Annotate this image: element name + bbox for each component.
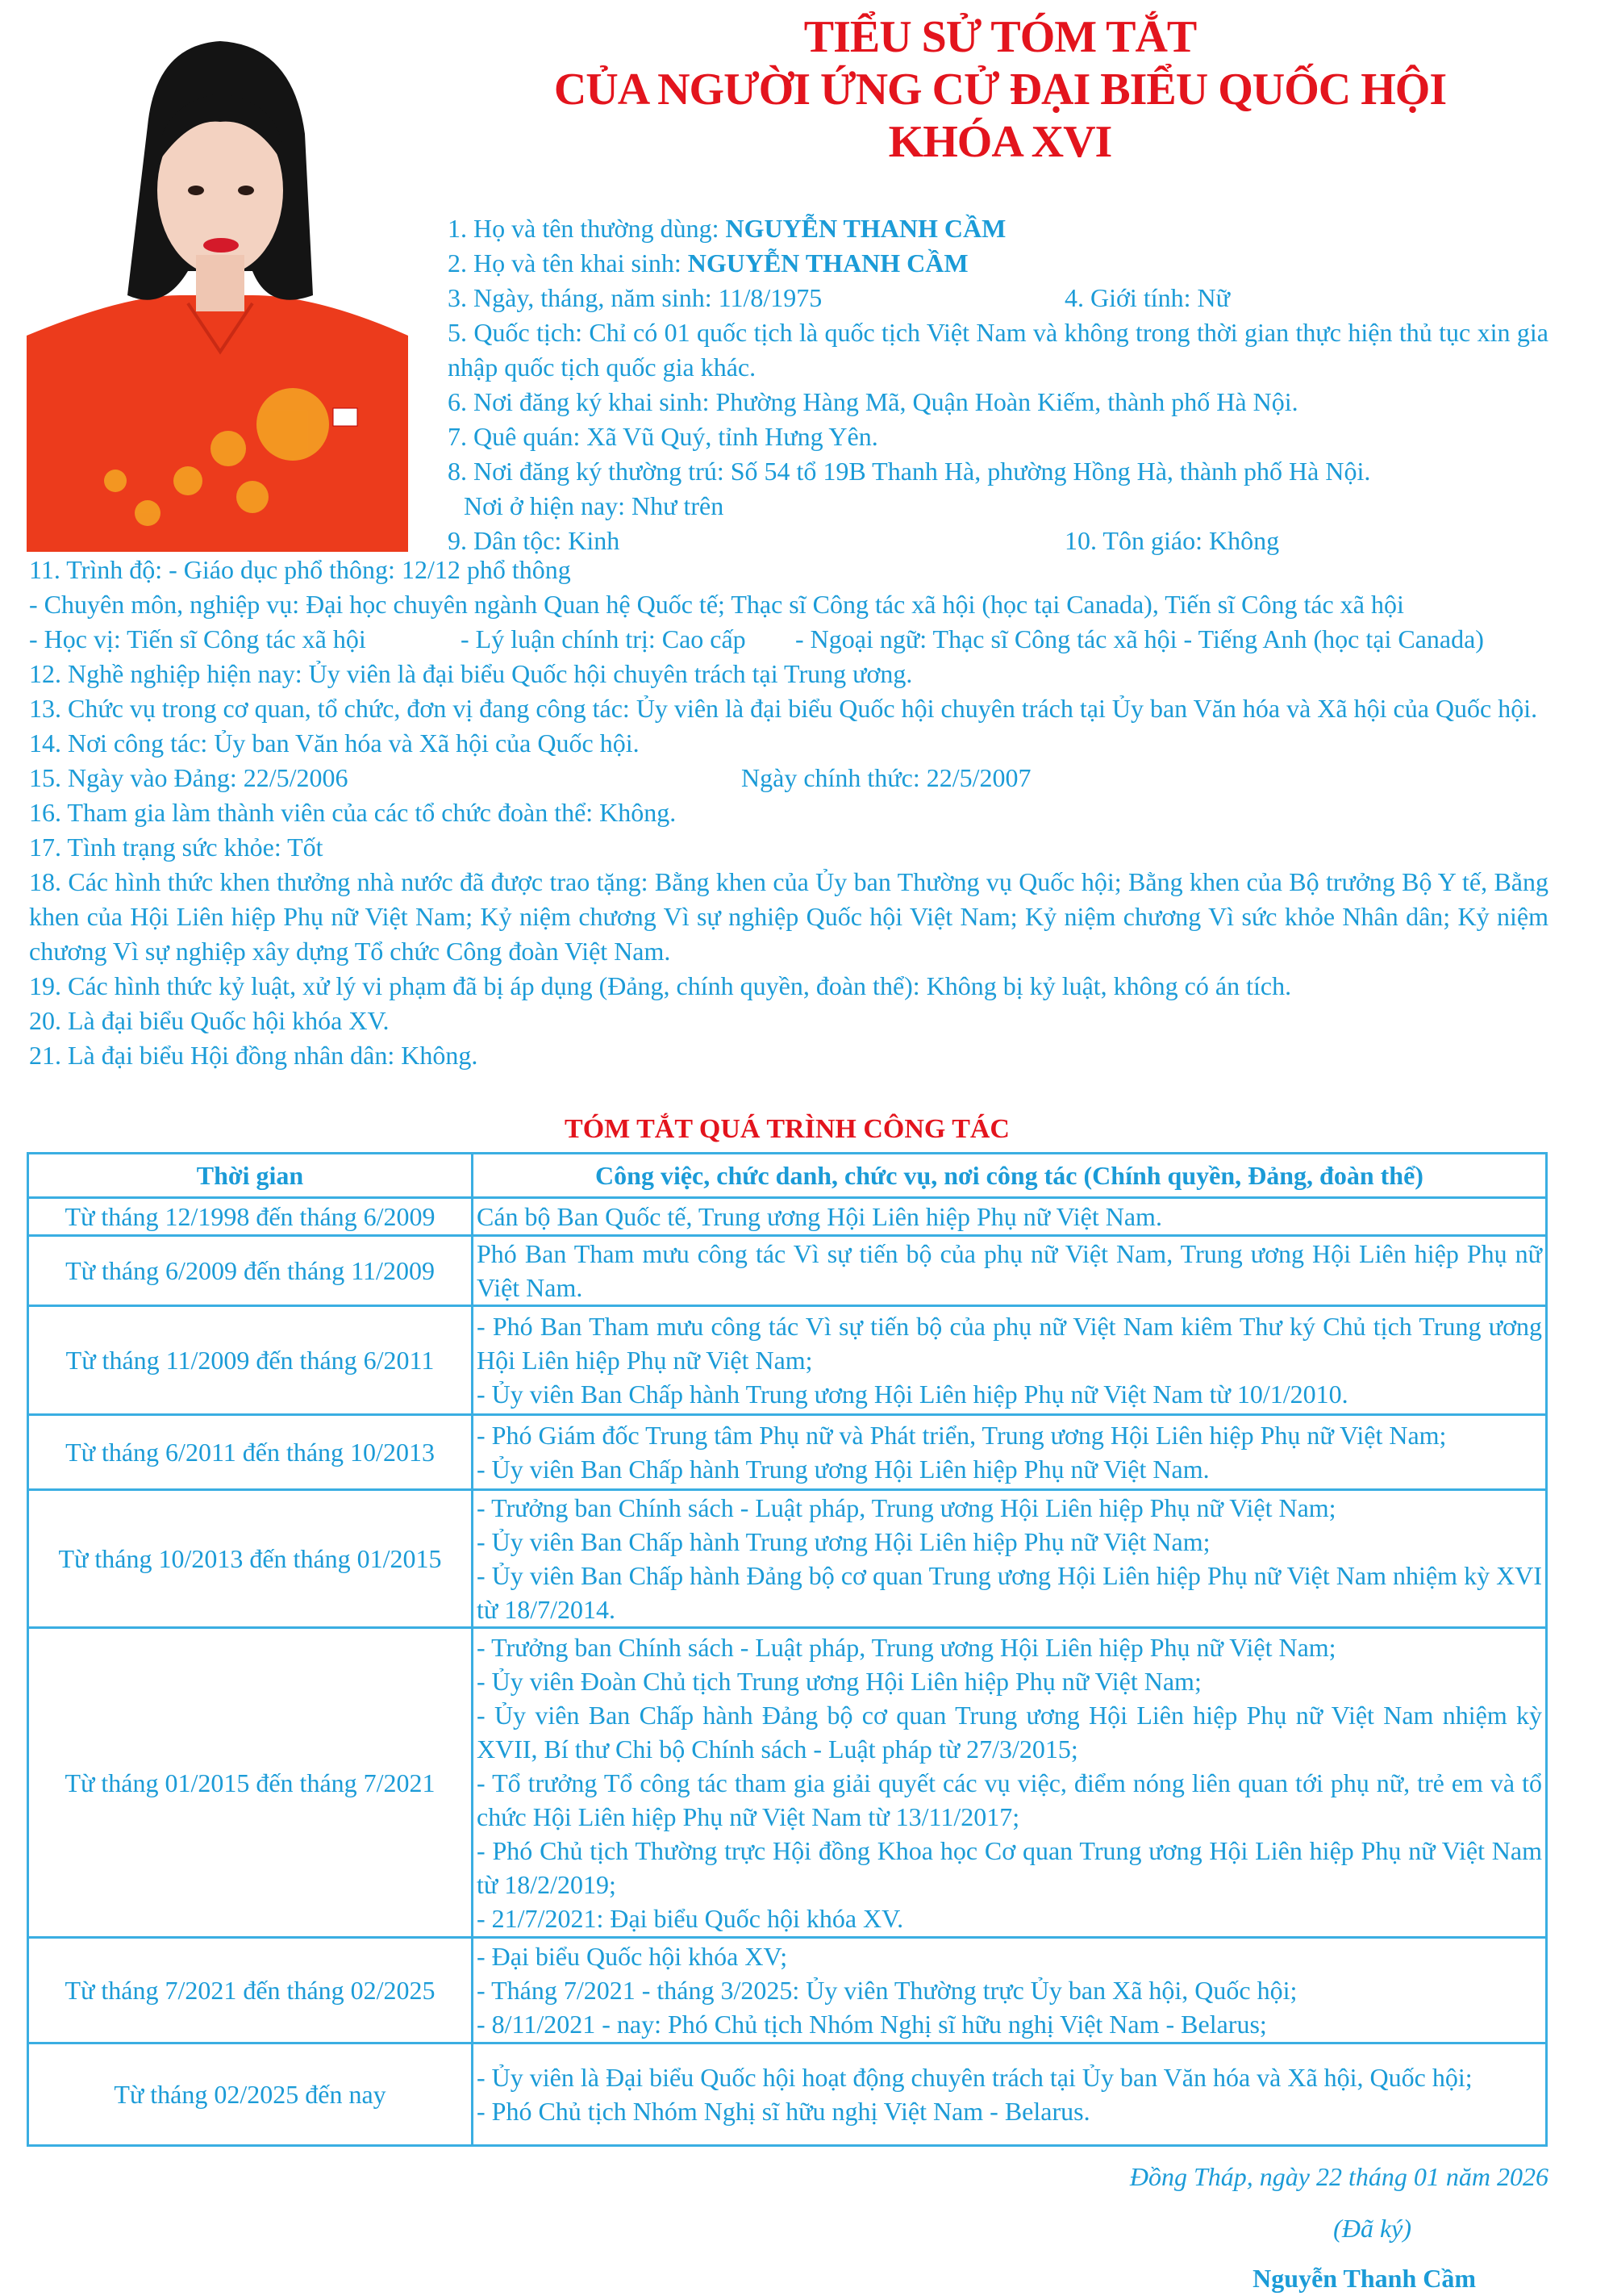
table-row bbox=[28, 2043, 1547, 2146]
row-work bbox=[473, 1415, 1547, 1490]
work-entry: - Ủy viên là Đại biểu Quốc hội hoạt động chuyên trách tại Ủy ban Văn hóa và Xã hội, Quốc hội; bbox=[477, 2063, 1473, 2092]
row-work bbox=[473, 1236, 1547, 1306]
personal-info-bottom bbox=[29, 553, 1548, 1073]
info-item-3-4 bbox=[448, 281, 1548, 315]
title-line-3: KHÓA XVI bbox=[888, 117, 1112, 167]
religion: 10. Tôn giáo: Không bbox=[1065, 526, 1280, 555]
row-work bbox=[473, 1628, 1547, 1938]
row-time: Từ tháng 12/1998 đến tháng 6/2009 bbox=[28, 1198, 473, 1236]
table-row bbox=[28, 1938, 1547, 2043]
work-entry: - Trưởng ban Chính sách - Luật pháp, Trung ương Hội Liên hiệp Phụ nữ Việt Nam; bbox=[477, 1493, 1336, 1522]
row-time: Từ tháng 11/2009 đến tháng 6/2011 bbox=[28, 1306, 473, 1415]
birth-date: 3. Ngày, tháng, năm sinh: 11/8/1975 bbox=[448, 283, 823, 312]
title-line-2: CỦA NGƯỜI ỨNG CỬ ĐẠI BIỂU QUỐC HỘI bbox=[553, 65, 1447, 115]
birth-name: NGUYỄN THANH CẦM bbox=[687, 248, 969, 278]
work-entry: - Đại biểu Quốc hội khóa XV; bbox=[477, 1942, 788, 1971]
work-entry: Phó Ban Tham mưu công tác Vì sự tiến bộ của phụ nữ Việt Nam, Trung ương Hội Liên hiệp Phụ nữ Việt Nam. bbox=[477, 1239, 1542, 1302]
table-row bbox=[28, 1236, 1547, 1306]
info-item-12-occupation: 12. Nghề nghiệp hiện nay: Ủy viên là đại biểu Quốc hội chuyên trách tại Trung ương. bbox=[29, 659, 913, 688]
candidate-portrait-photo bbox=[27, 29, 408, 552]
gender: 4. Giới tính: Nữ bbox=[1065, 283, 1230, 312]
professional-qualification: - Chuyên môn, nghiệp vụ: Đại học chuyên ngành Quan hệ Quốc tế; Thạc sĩ Công tác xã hội (học tại Canada), Tiến sĩ Công tác xã hội bbox=[29, 590, 1404, 619]
info-item-13-position: 13. Chức vụ trong cơ quan, tổ chức, đơn vị đang công tác: Ủy viên là đại biểu Quốc hội chuyên trách tại Ủy ban Văn hóa và Xã hội của Quốc hội. bbox=[29, 694, 1538, 723]
info-item-2: 2. Họ và tên khai sinh: NGUYỄN THANH CẦM bbox=[448, 248, 969, 278]
current-address: Nơi ở hiện nay: Như trên bbox=[464, 491, 724, 520]
row-time: Từ tháng 01/2015 đến tháng 7/2021 bbox=[28, 1628, 473, 1938]
work-entry: - Phó Giám đốc Trung tâm Phụ nữ và Phát triển, Trung ương Hội Liên hiệp Phụ nữ Việt Nam; bbox=[477, 1421, 1447, 1450]
info-item-1: 1. Họ và tên thường dùng: NGUYỄN THANH CẦM bbox=[448, 214, 1007, 243]
table-row bbox=[28, 1490, 1547, 1628]
row-time: Từ tháng 6/2009 đến tháng 11/2009 bbox=[28, 1236, 473, 1306]
work-entry: - Tổ trưởng Tổ công tác tham gia giải quyết các vụ việc, điểm nóng liên quan tới phụ nữ, trẻ em và tổ chức Hội Liên hiệp Phụ nữ Việt Nam từ 13/11/2017; bbox=[477, 1768, 1542, 1831]
info-item-19-discipline: 19. Các hình thức kỷ luật, xử lý vi phạm đã bị áp dụng (Đảng, chính quyền, đoàn thể): Không bị kỷ luật, không có án tích. bbox=[29, 971, 1292, 1000]
party-join-date: 15. Ngày vào Đảng: 22/5/2006 bbox=[29, 763, 348, 792]
table-row bbox=[28, 1415, 1547, 1490]
work-history-title: TÓM TẮT QUÁ TRÌNH CÔNG TÁC bbox=[565, 1114, 1010, 1144]
info-item-20: 20. Là đại biểu Quốc hội khóa XV. bbox=[29, 1006, 390, 1035]
info-item-18-awards: 18. Các hình thức khen thưởng nhà nước đã được trao tặng: Bằng khen của Ủy ban Thường vụ Quốc hội; Bằng khen của Bộ trưởng Bộ Y tế, Bằng khen của Hội Liên hiệp Phụ nữ Việt Nam; Kỷ niệm chương Vì sự nghiệp Quốc hội Việt Nam; Kỷ niệm chương Vì sức khỏe Nhân dân; Kỷ niệm chương Vì sự nghiệp xây dựng Tổ chức Công đoàn Việt Nam. bbox=[29, 867, 1548, 966]
document-title bbox=[452, 11, 1548, 169]
table-row bbox=[28, 1628, 1547, 1938]
table-header-row bbox=[28, 1154, 1547, 1198]
work-entry: - Ủy viên Ban Chấp hành Trung ương Hội Liên hiệp Phụ nữ Việt Nam; bbox=[477, 1527, 1211, 1556]
row-work bbox=[473, 1490, 1547, 1628]
personal-info-top bbox=[448, 211, 1548, 558]
row-time: Từ tháng 10/2013 đến tháng 01/2015 bbox=[28, 1490, 473, 1628]
signer-name: Nguyễn Thanh Cầm bbox=[1252, 2264, 1476, 2293]
work-entry: - Ủy viên Đoàn Chủ tịch Trung ương Hội Liên hiệp Phụ nữ Việt Nam; bbox=[477, 1666, 1202, 1696]
work-entry: - 8/11/2021 - nay: Phó Chủ tịch Nhóm Nghị sĩ hữu nghị Việt Nam - Belarus; bbox=[477, 2010, 1267, 2039]
foreign-language: - Ngoại ngữ: Thạc sĩ Công tác xã hội - Tiếng Anh (học tại Canada) bbox=[795, 624, 1484, 653]
work-entry: - Ủy viên Ban Chấp hành Đảng bộ cơ quan Trung ương Hội Liên hiệp Phụ nữ Việt Nam nhiệm kỳ XVII, Bí thư Chi bộ Chính sách - Luật pháp từ 27/3/2015; bbox=[477, 1700, 1542, 1764]
work-entry: - Phó Ban Tham mưu công tác Vì sự tiến bộ của phụ nữ Việt Nam kiêm Thư ký Chủ tịch Trung ương Hội Liên hiệp Phụ nữ Việt Nam; bbox=[477, 1312, 1542, 1375]
row-work bbox=[473, 2043, 1547, 2146]
title-line-1: TIỂU SỬ TÓM TẮT bbox=[803, 12, 1197, 62]
table-row bbox=[28, 1198, 1547, 1236]
row-work bbox=[473, 1938, 1547, 2043]
political-theory: - Lý luận chính trị: Cao cấp bbox=[461, 624, 746, 653]
work-entry: - Ủy viên Ban Chấp hành Đảng bộ cơ quan Trung ương Hội Liên hiệp Phụ nữ Việt Nam nhiệm kỳ XVI từ 18/7/2014. bbox=[477, 1561, 1542, 1624]
info-item-17-health: 17. Tình trạng sức khỏe: Tốt bbox=[29, 833, 323, 862]
academic-degree: - Học vị: Tiến sĩ Công tác xã hội bbox=[29, 624, 366, 653]
row-time: Từ tháng 6/2011 đến tháng 10/2013 bbox=[28, 1415, 473, 1490]
work-entry: Cán bộ Ban Quốc tế, Trung ương Hội Liên hiệp Phụ nữ Việt Nam. bbox=[477, 1202, 1162, 1231]
work-entry: - Phó Chủ tịch Nhóm Nghị sĩ hữu nghị Việt Nam - Belarus. bbox=[477, 2097, 1090, 2126]
info-item-16-organizations: 16. Tham gia làm thành viên của các tổ chức đoàn thể: Không. bbox=[29, 798, 677, 827]
ethnicity: 9. Dân tộc: Kinh bbox=[448, 526, 620, 555]
info-item-7-hometown: 7. Quê quán: Xã Vũ Quý, tỉnh Hưng Yên. bbox=[448, 422, 878, 451]
work-entry: - Ủy viên Ban Chấp hành Trung ương Hội Liên hiệp Phụ nữ Việt Nam. bbox=[477, 1455, 1210, 1484]
degrees-line bbox=[29, 622, 1548, 657]
info-item-11-education: 11. Trình độ: - Giáo dục phổ thông: 12/12 phổ thông bbox=[29, 555, 571, 584]
work-entry: - Trưởng ban Chính sách - Luật pháp, Trung ương Hội Liên hiệp Phụ nữ Việt Nam; bbox=[477, 1632, 1336, 1662]
signed-note: (Đã ký) bbox=[1333, 2214, 1411, 2243]
header-time: Thời gian bbox=[28, 1154, 473, 1198]
info-item-5-nationality: 5. Quốc tịch: Chỉ có 01 quốc tịch là quốc tịch Việt Nam và không trong thời gian thực hiện thủ tục xin gia nhập quốc tịch quốc gia khác. bbox=[448, 318, 1548, 382]
header-work: Công việc, chức danh, chức vụ, nơi công tác (Chính quyền, Đảng, đoàn thể) bbox=[473, 1154, 1547, 1198]
work-history-table bbox=[27, 1152, 1548, 2147]
info-item-21: 21. Là đại biểu Hội đồng nhân dân: Không. bbox=[29, 1041, 478, 1070]
work-entry: - Tháng 7/2021 - tháng 3/2025: Ủy viên Thường trực Ủy ban Xã hội, Quốc hội; bbox=[477, 1976, 1298, 2005]
info-item-6-birthplace: 6. Nơi đăng ký khai sinh: Phường Hàng Mã, Quận Hoàn Kiếm, thành phố Hà Nội. bbox=[448, 387, 1298, 416]
row-work bbox=[473, 1198, 1547, 1236]
delegate-badge bbox=[333, 408, 357, 426]
info-item-14-workplace: 14. Nơi công tác: Ủy ban Văn hóa và Xã hội của Quốc hội. bbox=[29, 728, 640, 758]
info-item-8-residence: 8. Nơi đăng ký thường trú: Số 54 tổ 19B Thanh Hà, phường Hồng Hà, thành phố Hà Nội. bbox=[448, 457, 1371, 486]
work-entry: - Ủy viên Ban Chấp hành Trung ương Hội Liên hiệp Phụ nữ Việt Nam từ 10/1/2010. bbox=[477, 1380, 1348, 1409]
common-name: NGUYỄN THANH CẦM bbox=[725, 214, 1007, 243]
row-work bbox=[473, 1306, 1547, 1415]
party-official-date: Ngày chính thức: 22/5/2007 bbox=[741, 763, 1032, 792]
info-item-15-party bbox=[29, 761, 1548, 795]
row-time: Từ tháng 02/2025 đến nay bbox=[28, 2043, 473, 2146]
table-row bbox=[28, 1306, 1547, 1415]
row-time: Từ tháng 7/2021 đến tháng 02/2025 bbox=[28, 1938, 473, 2043]
place-date: Đồng Tháp, ngày 22 tháng 01 năm 2026 bbox=[1129, 2162, 1548, 2191]
work-entry: - 21/7/2021: Đại biểu Quốc hội khóa XV. bbox=[477, 1903, 904, 1933]
work-entry: - Phó Chủ tịch Thường trực Hội đồng Khoa học Cơ quan Trung ương Hội Liên hiệp Phụ nữ Việt Nam từ 18/2/2019; bbox=[477, 1835, 1542, 1899]
